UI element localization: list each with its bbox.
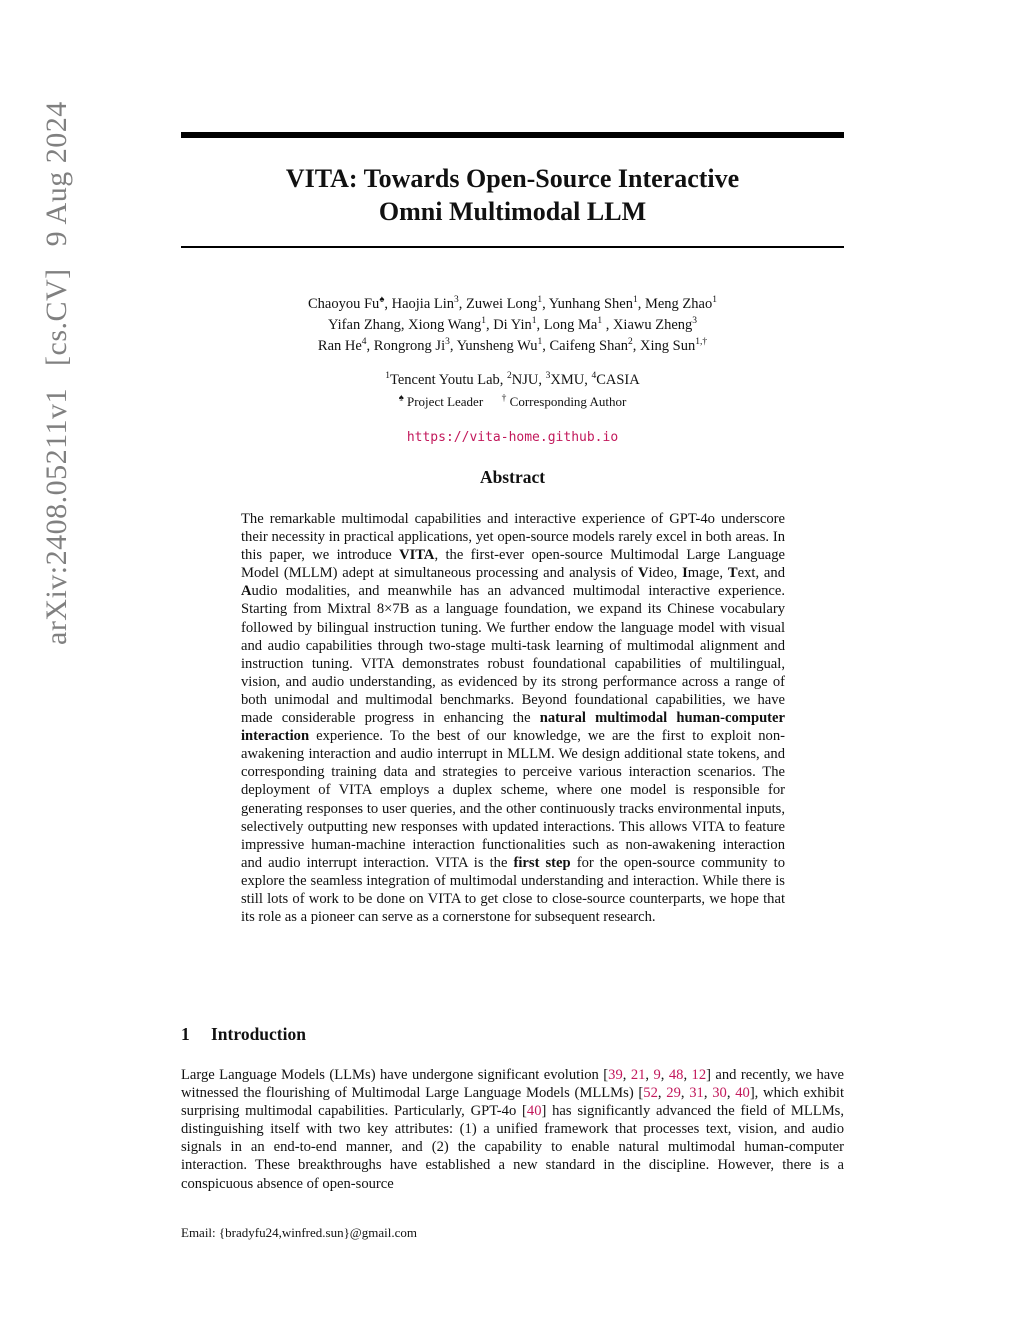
emphasis-text: A [241, 583, 252, 600]
body-text: experience. To the best of our knowledge, we are the first to exploit non-awakening interaction and audio interrupt in MLLM. We design additional state tokens, and corresponding training data and strategies to perceive various interaction scenarios. The deployment of VITA employs a duplex scheme, where one model is responsible for generating responses to user queries, and the other continuously tracks environmental inputs, selectively outputting new responses with updated interactions. This allows VITA to feature impressive human-machine interaction functionalities such as non-awakening interaction and audio interrupt interaction. VITA is the [241, 728, 785, 871]
author-separator: , [458, 296, 467, 312]
author-name: Yifan Zhang [327, 317, 401, 333]
author-line-3 [181, 336, 844, 357]
corresponding-author-label: Corresponding Author [509, 394, 627, 409]
author-name: Xiong Wang [408, 317, 482, 333]
author-separator: , [632, 338, 641, 354]
affiliation-name: NJU [511, 372, 539, 388]
body-text: udio modalities, and meanwhile has an advanced multimodal interactive experience. Starting from Mixtral 8×7B as a language foundation, we expand its Chinese vocabulary followed by bilingual instruction tuning. We further endow the language model with visual and audio capabilities through two-stage multi-task learning of multimodal alignment and instruction tuning. VITA demonstrates robust foundational capabilities of multilingual, vision, and audio understanding, as evidenced by its strong performance across a range of both unimodal and multimodal benchmarks. Beyond foundational capabilities, we have made considerable progress in enhancing the [241, 583, 785, 727]
email-footnote: Email: {bradyfu24,winfred.sun}@gmail.com [181, 1225, 418, 1240]
author-line-1 [181, 294, 844, 315]
body-text: ] and recently, we have witnessed the flourishing of Multimodal Large Language Models (MLLMs) [ [181, 1067, 845, 1102]
author-affiliation-mark: 1 [481, 316, 486, 327]
project-url-link[interactable]: https://vita-home.github.io [406, 430, 619, 445]
author-list [181, 294, 844, 357]
citation-link[interactable]: 31 [689, 1085, 704, 1102]
citation-link[interactable]: 29 [666, 1085, 681, 1102]
arxiv-category: [cs.CV] [40, 268, 73, 366]
author-affiliation-mark: ♠ [379, 295, 385, 306]
author-separator: , [536, 317, 544, 333]
title-bottom-rule [181, 246, 844, 248]
title-top-rule [181, 132, 844, 138]
affiliation-separator: , [584, 372, 592, 388]
author-affiliation-mark: 3 [445, 337, 450, 348]
emphasis-text: T [727, 565, 738, 582]
author-separator: , [542, 338, 550, 354]
affiliation-name: XMU [550, 372, 585, 388]
body-text: , the first-ever open-source Multimodal Large Language Model (MLLM) adept at simultaneous processing and analysis of [241, 547, 786, 582]
body-text: mage, [687, 565, 728, 582]
author-name: Caifeng Shan [549, 338, 629, 354]
affiliations [181, 370, 844, 390]
arxiv-stamp [40, 101, 74, 645]
body-text: ], which exhibit surprising multimodal capabilities. Particularly, GPT-4o [ [181, 1085, 844, 1120]
author-affiliation-mark: 1 [531, 316, 537, 327]
emphasis-text: first step [513, 854, 571, 871]
body-text: The remarkable multimodal capabilities and interactive experience of GPT-4o underscore their necessity in practical applications, yet open-source models rarely excel in both areas. In this paper, we introduce [241, 511, 785, 564]
author-name: Chaoyou Fu [308, 296, 380, 312]
author-name: Xiawu Zheng [612, 317, 693, 333]
title-line-2: Omni Multimodal LLM [378, 197, 647, 226]
citation-link[interactable]: 40 [735, 1085, 750, 1102]
section-heading-introduction [181, 1023, 844, 1045]
author-separator: , [366, 338, 374, 354]
citation-link[interactable]: 52 [643, 1085, 658, 1102]
body-text: , [703, 1085, 713, 1102]
author-separator: , [384, 296, 392, 312]
emphasis-text: V [637, 565, 649, 582]
author-name: Ran He [317, 338, 362, 354]
body-text: , [622, 1067, 631, 1083]
arxiv-id: arXiv:2408.05211v1 [40, 387, 73, 645]
author-affiliation-mark: 1,† [695, 337, 708, 348]
affiliation-number: 4 [591, 371, 597, 382]
dagger-icon: † [501, 393, 507, 404]
arxiv-date: 9 Aug 2024 [40, 101, 73, 247]
author-affiliation-mark: 3 [692, 316, 698, 327]
author-affiliation-mark: 2 [628, 337, 633, 348]
title-line-1: VITA: Towards Open-Source Interactive [285, 164, 740, 193]
spade-icon: ♠ [398, 393, 404, 404]
author-affiliation-mark: 1 [712, 295, 717, 306]
author-line-2 [181, 315, 844, 336]
affiliation-name: CASIA [596, 372, 640, 388]
author-roles [181, 393, 844, 411]
body-text: ] has significantly advanced the field of MLLMs, distinguishing itself with two key attributes: (1) a unified framework that processes text, vision, and audio signals in an end-to-end manner, and (2) the capability to enable natural multimodal human-computer interaction. These breakthroughs have established a new standard in the discipline. However, there is a conspicuous absence of open-source [181, 1103, 844, 1192]
emphasis-text: natural multimodal human-computer interaction [241, 710, 785, 745]
author-name: Long Ma [543, 317, 598, 333]
author-name: Di Yin [493, 317, 532, 333]
author-name: Yunhang Shen [548, 296, 633, 312]
citation-link[interactable]: 48 [668, 1067, 684, 1083]
author-affiliation-mark: 1 [537, 295, 543, 306]
affiliation-name: Tencent Youtu Lab [390, 372, 500, 388]
citation-link[interactable]: 9 [653, 1067, 661, 1083]
section-title: Introduction [211, 1024, 306, 1044]
section-number: 1 [181, 1024, 190, 1044]
author-name: Zuwei Long [466, 296, 538, 312]
body-text: , [657, 1085, 667, 1102]
affiliation-separator: , [499, 372, 508, 388]
citation-link[interactable]: 21 [630, 1067, 646, 1083]
paper-title [181, 162, 844, 228]
author-name: Meng Zhao [644, 296, 713, 312]
citation-link[interactable]: 12 [691, 1067, 707, 1083]
citation-link[interactable]: 40 [526, 1103, 542, 1120]
body-text: , [645, 1067, 654, 1083]
affiliation-number: 3 [545, 371, 551, 382]
introduction-body [181, 1066, 844, 1193]
body-text: , [683, 1067, 692, 1083]
author-separator: , [542, 296, 549, 312]
affiliation-number: 2 [507, 371, 512, 382]
abstract-body [241, 510, 785, 926]
author-affiliation-mark: 1 [597, 316, 603, 327]
emphasis-text: I [682, 565, 688, 582]
body-text: , [726, 1085, 736, 1102]
body-text: , [680, 1085, 690, 1102]
body-text: Large Language Models (LLMs) have undergone significant evolution [ [181, 1067, 609, 1083]
author-affiliation-mark: 1 [537, 337, 543, 348]
author-separator: , [449, 338, 457, 354]
author-name: Yunsheng Wu [456, 338, 538, 354]
author-affiliation-mark: 4 [361, 337, 367, 348]
author-separator: , [602, 317, 613, 333]
citation-link[interactable]: 39 [608, 1067, 623, 1083]
body-text: for the open-source community to explore the seamless integration of multimodal understanding and interaction. While there is still lots of work to be done on VITA to get close to close-source counterparts, we hope that its role as a pioneer can serve as a cornerstone for subsequent research. [241, 854, 785, 926]
emphasis-text: VITA [399, 547, 435, 564]
author-affiliation-mark: 3 [454, 295, 459, 306]
author-name: Xing Sun [640, 338, 696, 354]
author-separator: , [637, 296, 645, 312]
author-name: Haojia Lin [391, 296, 455, 312]
body-text: ext, and [737, 565, 785, 582]
author-separator: , [485, 317, 494, 333]
citation-link[interactable]: 30 [712, 1085, 727, 1102]
body-text: , [660, 1067, 669, 1083]
body-text: ideo, [648, 565, 683, 582]
affiliation-separator: , [538, 372, 546, 388]
affiliation-number: 1 [385, 371, 391, 382]
author-separator: , [400, 317, 409, 333]
author-affiliation-mark: 1 [632, 295, 638, 306]
abstract-heading: Abstract [479, 467, 546, 487]
author-name: Rongrong Ji [373, 338, 446, 354]
project-leader-label: Project Leader [407, 394, 484, 409]
